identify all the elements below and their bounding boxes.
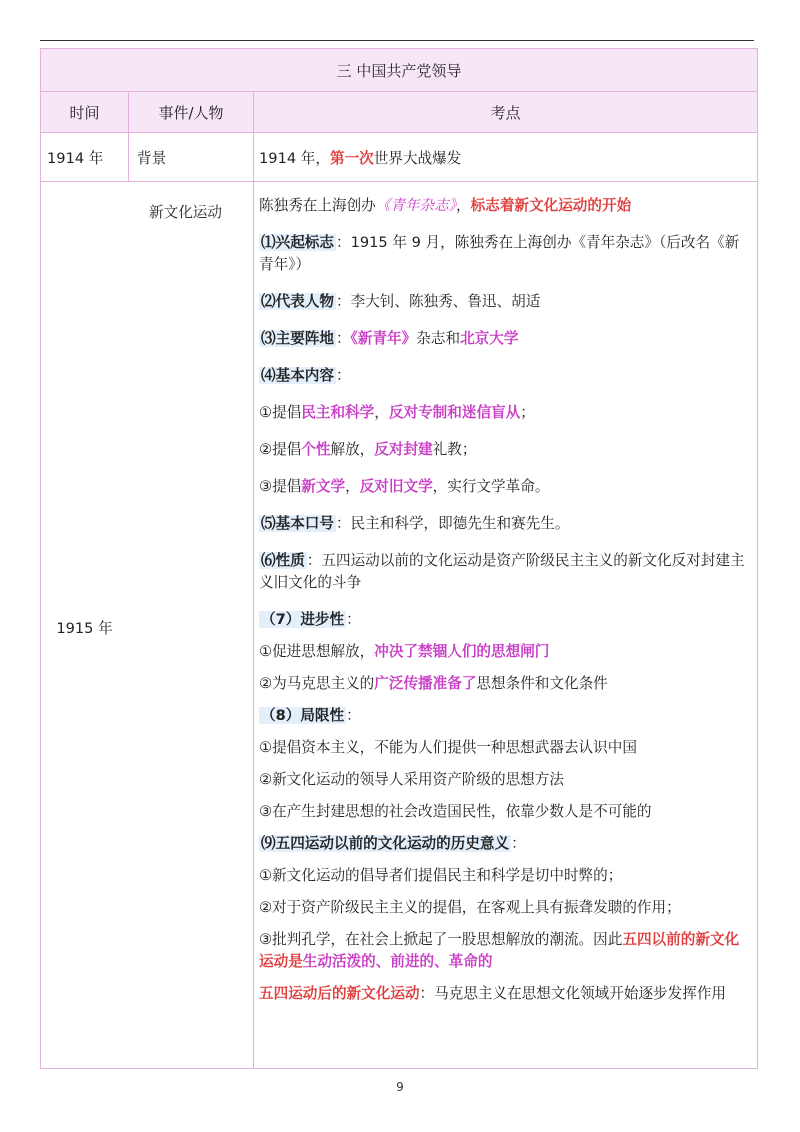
item-9-2: ②对于资产阶级民主主义的提倡，在客观上具有振聋发聩的作用； bbox=[259, 899, 681, 916]
item-6: ⑹性质 ：五四运动以前的文化运动是资产阶级民主主义的新文化反对封建主义旧文化的斗争 bbox=[259, 552, 745, 591]
item-9-3: ③批判孔学，在社会上掀起了一股思想解放的潮流。因此五四以前的新文化运动是生动活泼的、前进的、革命的 bbox=[259, 931, 740, 970]
item-9-1: ①新文化运动的倡导者们提倡民主和科学是切中时弊的； bbox=[259, 867, 623, 884]
row1-event: 背景 bbox=[137, 150, 167, 167]
history-table bbox=[40, 48, 758, 1069]
col-header-point: 考点 bbox=[490, 103, 521, 122]
section-title: 三 中国共产党领导 bbox=[41, 49, 757, 91]
col-header-event: 事件/人物 bbox=[158, 103, 224, 122]
item-4: ⑷基本内容 ： bbox=[261, 367, 351, 384]
row2-content bbox=[259, 195, 753, 1005]
row1-point: 1914 年，第一次世界大战爆发 bbox=[259, 150, 462, 167]
page-number: 9 bbox=[396, 1080, 404, 1094]
item-8-2: ②新文化运动的领导人采用资产阶级的思想方法 bbox=[259, 771, 564, 788]
intro-line: 陈独秀在上海创办《青年杂志》，标志着新文化运动的开始 bbox=[259, 197, 632, 214]
item-5: ⑸基本口号 ：民主和科学，即德先生和赛先生。 bbox=[261, 515, 570, 532]
header-rule bbox=[40, 40, 754, 41]
item-8-1: ①提倡资本主义，不能为人们提供一种思想武器去认识中国 bbox=[259, 739, 637, 756]
item-2: ⑵代表人物 ：李大钊、陈独秀、鲁迅、胡适 bbox=[261, 293, 541, 310]
item-7-1: ①促进思想解放，冲决了禁锢人们的思想闸门 bbox=[259, 643, 550, 660]
item-4-2: ②提倡个性解放，反对封建礼教； bbox=[259, 441, 477, 458]
after-may-fourth: 五四运动后的新文化运动：马克思主义在思想文化领域开始逐步发挥作用 bbox=[259, 985, 727, 1002]
col-header-time: 时间 bbox=[69, 103, 100, 122]
item-7: （7）进步性 ： bbox=[261, 611, 361, 628]
item-4-3: ③提倡新文学，反对旧文学，实行文学革命。 bbox=[259, 478, 550, 495]
item-7-2: ②为马克思主义的广泛传播准备了思想条件和文化条件 bbox=[259, 675, 608, 692]
item-3: ⑶主要阵地 ：《新青年》杂志和北京大学 bbox=[261, 330, 519, 347]
item-1: ⑴兴起标志 ：1915 年 9 月，陈独秀在上海创办《青年杂志》（后改名《新青年》） bbox=[259, 234, 740, 273]
item-4-1: ①提倡民主和科学，反对专制和迷信盲从； bbox=[259, 404, 535, 421]
row2-event: 新文化运动 bbox=[149, 204, 222, 221]
item-8: （8）局限性 ： bbox=[261, 707, 361, 724]
item-8-3: ③在产生封建思想的社会改造国民性，依靠少数人是不可能的 bbox=[259, 803, 652, 820]
row2-time: 1915 年 bbox=[56, 620, 113, 637]
row1-time: 1914 年 bbox=[47, 150, 104, 167]
item-9: ⑼五四运动以前的文化运动的历史意义 ： bbox=[261, 835, 526, 852]
